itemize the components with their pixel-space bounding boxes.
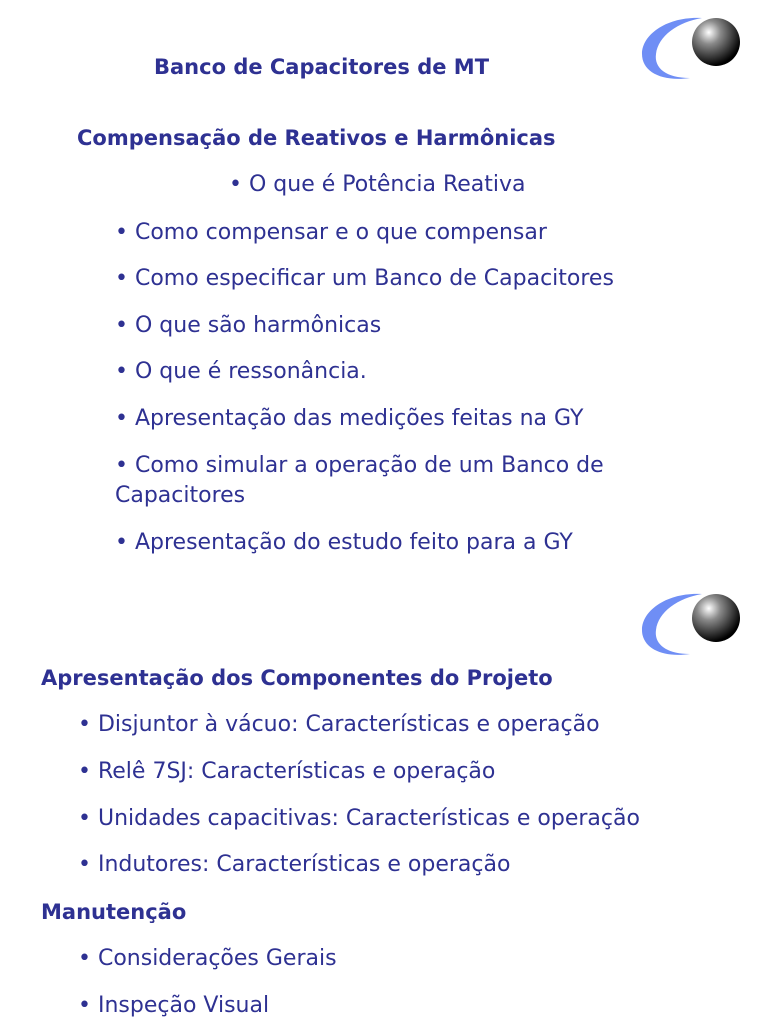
list-item: • Como especificar um Banco de Capacitores [115, 266, 614, 291]
ring-sphere-logo-icon [640, 588, 744, 658]
list-item: • Apresentação das medições feitas na GY [115, 406, 584, 431]
list-item: • O que são harmônicas [115, 313, 382, 338]
list-item: • Como compensar e o que compensar [115, 220, 547, 245]
list-item: • Apresentação do estudo feito para a GY [115, 530, 573, 555]
list-item: • Considerações Gerais [78, 946, 337, 971]
ring-sphere-logo-icon [640, 12, 744, 82]
list-item: • Unidades capacitivas: Características e operação [78, 806, 640, 831]
section-heading-maintenance: Manutenção [41, 900, 187, 924]
section-heading-components: Apresentação dos Componentes do Projeto [41, 666, 553, 690]
list-item: • O que é Potência Reativa [229, 172, 526, 197]
list-item: • Relê 7SJ: Características e operação [78, 759, 496, 784]
section-heading-compensation: Compensação de Reativos e Harmônicas [77, 126, 556, 150]
list-item: • Inspeção Visual [78, 993, 270, 1018]
slide-title: Banco de Capacitores de MT [154, 55, 490, 79]
list-item: • Indutores: Características e operação [78, 852, 511, 877]
list-item: • Disjuntor à vácuo: Características e operação [78, 712, 600, 737]
list-item: • Como simular a operação de um Banco de Capacitores [115, 453, 604, 508]
list-item: • O que é ressonância. [115, 359, 367, 384]
